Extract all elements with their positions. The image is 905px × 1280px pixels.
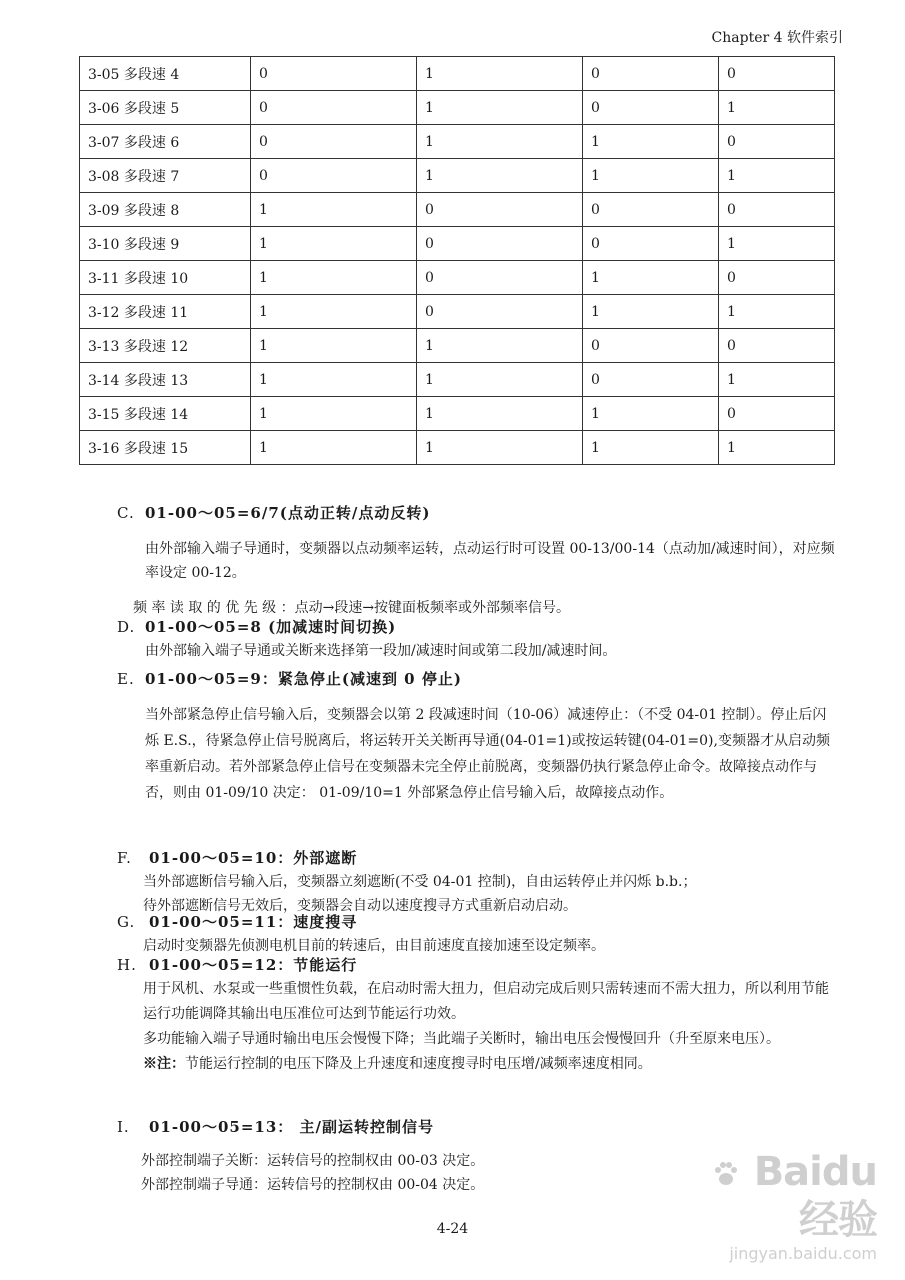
section-title: 01-00～05=10：外部遮断 <box>149 849 358 867</box>
table-row <box>80 57 835 91</box>
bit-cell: 0 <box>719 261 835 295</box>
table-row <box>80 431 835 465</box>
bit-cell: 1 <box>251 363 417 397</box>
bit-cell: 1 <box>583 431 719 465</box>
bit-cell: 1 <box>417 57 583 91</box>
page-header: Chapter 4 软件索引 <box>711 30 843 46</box>
param-cell: 3-08 多段速 7 <box>80 159 251 193</box>
bit-cell: 0 <box>417 227 583 261</box>
section-e <box>117 667 837 806</box>
section-letter: G. <box>117 913 136 931</box>
bit-cell: 0 <box>417 193 583 227</box>
bit-cell: 0 <box>583 91 719 125</box>
section-heading <box>117 667 837 691</box>
paw-icon <box>711 1159 741 1189</box>
note-label: ※注： <box>143 1056 185 1072</box>
bit-cell: 1 <box>719 431 835 465</box>
bit-cell: 1 <box>251 295 417 329</box>
paragraph: 当外部遮断信号输入后，变频器立刻遮断(不受 04-01 控制)，自由运转停止并闪烁 b.b.； <box>143 874 697 890</box>
bit-cell: 0 <box>251 125 417 159</box>
bit-cell: 0 <box>583 57 719 91</box>
bit-cell: 1 <box>417 431 583 465</box>
section-g <box>117 910 837 958</box>
bit-cell: 0 <box>719 397 835 431</box>
watermark-url: jingyan.baidu.com <box>729 1244 877 1263</box>
bit-cell: 1 <box>251 431 417 465</box>
table-row <box>80 329 835 363</box>
bit-cell: 1 <box>251 193 417 227</box>
bit-cell: 1 <box>583 159 719 193</box>
bit-cell: 0 <box>583 363 719 397</box>
multi-speed-table <box>79 56 835 465</box>
param-cell: 3-07 多段速 6 <box>80 125 251 159</box>
bit-cell: 0 <box>583 193 719 227</box>
table-row <box>80 295 835 329</box>
bit-cell: 1 <box>251 227 417 261</box>
section-letter: D. <box>117 618 136 636</box>
paragraph: 当外部紧急停止信号输入后，变频器会以第 2 段减速时间（10-06）减速停止：（不受 04-01 控制）。停止后闪烁 E.S.，待紧急停止信号脱离后，将运转开关关断再导通(04-01=1)或按运转键(04-01=0),变频器才从启动频率重新启动。若外部紧急停止信号在变频器未完全停止前脱离，变频器仍执行紧急停止命令。故障接点动作与否，则由 01-09/10 决定： 01-09/10=1 外部紧急停止信号输入后，故障接点动作。 <box>145 707 830 801</box>
param-cell: 3-13 多段速 12 <box>80 329 251 363</box>
param-cell: 3-10 多段速 9 <box>80 227 251 261</box>
bit-cell: 1 <box>251 261 417 295</box>
bit-cell: 0 <box>251 159 417 193</box>
watermark-brand-text: Baidu经验 <box>753 1149 877 1243</box>
bit-cell: 1 <box>583 295 719 329</box>
bit-cell: 1 <box>583 261 719 295</box>
bit-cell: 0 <box>719 57 835 91</box>
param-cell: 3-14 多段速 13 <box>80 363 251 397</box>
section-heading <box>117 501 837 525</box>
bit-cell: 0 <box>719 193 835 227</box>
table-row <box>80 193 835 227</box>
table-row <box>80 227 835 261</box>
paragraph: 待外部遮断信号无效后，变频器会自动以速度搜寻方式重新启动启动。 <box>143 898 577 914</box>
table-row <box>80 363 835 397</box>
paragraph: 用于风机、水泵或一些重惯性负载，在启动时需大扭力，但启动完成后则只需转速而不需大扭力，所以利用节能运行功能调降其输出电压准位可达到节能运行功效。 <box>143 981 829 1022</box>
section-title: 01-00～05=12：节能运行 <box>149 956 358 974</box>
bit-cell: 1 <box>719 227 835 261</box>
section-letter: H. <box>117 956 137 974</box>
bit-cell: 1 <box>417 329 583 363</box>
paragraph: 外部控制端子关断：运转信号的控制权由 00-03 决定。 <box>141 1153 485 1169</box>
section-heading <box>117 953 837 977</box>
bit-cell: 1 <box>417 125 583 159</box>
bit-cell: 1 <box>583 397 719 431</box>
section-heading <box>117 846 837 870</box>
bit-cell: 1 <box>583 125 719 159</box>
bit-cell: 0 <box>719 329 835 363</box>
page-number: 4-24 <box>436 1221 469 1237</box>
bit-cell: 1 <box>417 397 583 431</box>
section-c <box>117 501 837 620</box>
bit-cell: 0 <box>719 125 835 159</box>
paragraph: 多功能输入端子导通时输出电压会慢慢下降；当此端子关断时，输出电压会慢慢回升（升至原来电压）。 <box>143 1031 780 1047</box>
section-h <box>117 953 837 1077</box>
section-letter: C. <box>117 504 135 522</box>
bit-cell: 1 <box>417 363 583 397</box>
paragraph: 外部控制端子导通：运转信号的控制权由 00-04 决定。 <box>141 1177 485 1193</box>
bit-cell: 0 <box>583 329 719 363</box>
table-row <box>80 159 835 193</box>
section-title: 01-00～05=9：紧急停止(减速到 0 停止) <box>145 670 462 688</box>
note-paragraph <box>117 1052 837 1077</box>
section-letter: I. <box>117 1118 130 1136</box>
table-row <box>80 91 835 125</box>
section-d <box>117 615 837 663</box>
param-cell: 3-06 多段速 5 <box>80 91 251 125</box>
note-text: 节能运行控制的电压下降及上升速度和速度搜寻时电压增/减频率速度相同。 <box>185 1056 652 1072</box>
table-row <box>80 261 835 295</box>
bit-cell: 1 <box>719 159 835 193</box>
paragraph: 启动时变频器先侦测电机目前的转速后，由目前速度直接加速至设定频率。 <box>143 938 605 954</box>
section-title: 01-00～05=13： 主/副运转控制信号 <box>149 1118 434 1136</box>
bit-cell: 0 <box>251 91 417 125</box>
bit-cell: 1 <box>719 363 835 397</box>
section-letter: F. <box>117 849 132 867</box>
table-row <box>80 125 835 159</box>
bit-cell: 0 <box>417 261 583 295</box>
watermark <box>677 1148 877 1263</box>
param-cell: 3-16 多段速 15 <box>80 431 251 465</box>
bit-cell: 1 <box>417 159 583 193</box>
param-cell: 3-05 多段速 4 <box>80 57 251 91</box>
section-heading <box>117 1115 837 1139</box>
bit-cell: 0 <box>583 227 719 261</box>
paragraph: 频 率 读 取 的 优 先 级 ：点动→段速→按键面板频率或外部频率信号。 <box>133 600 571 616</box>
section-f <box>117 846 837 918</box>
bit-cell: 1 <box>417 91 583 125</box>
section-title: 01-00～05=8 (加减速时间切换) <box>145 618 397 636</box>
section-title: 01-00～05=11：速度搜寻 <box>149 913 358 931</box>
paragraph: 由外部输入端子导通时，变频器以点动频率运转，点动运行时可设置 00-13/00-14（点动加/减速时间），对应频率设定 00-12。 <box>145 541 835 581</box>
param-cell: 3-11 多段速 10 <box>80 261 251 295</box>
param-cell: 3-12 多段速 11 <box>80 295 251 329</box>
param-cell: 3-09 多段速 8 <box>80 193 251 227</box>
bit-cell: 1 <box>719 295 835 329</box>
bit-cell: 1 <box>251 329 417 363</box>
section-title: 01-00～05=6/7(点动正转/点动反转) <box>145 504 431 522</box>
table-row <box>80 397 835 431</box>
bit-cell: 1 <box>719 91 835 125</box>
bit-cell: 1 <box>251 397 417 431</box>
paragraph: 由外部输入端子导通或关断来选择第一段加/减速时间或第二段加/减速时间。 <box>145 643 617 659</box>
section-heading <box>117 910 837 934</box>
section-letter: E. <box>117 670 135 688</box>
watermark-brand <box>677 1148 877 1244</box>
bit-cell: 0 <box>417 295 583 329</box>
param-cell: 3-15 多段速 14 <box>80 397 251 431</box>
bit-cell: 0 <box>251 57 417 91</box>
section-heading <box>117 615 837 639</box>
